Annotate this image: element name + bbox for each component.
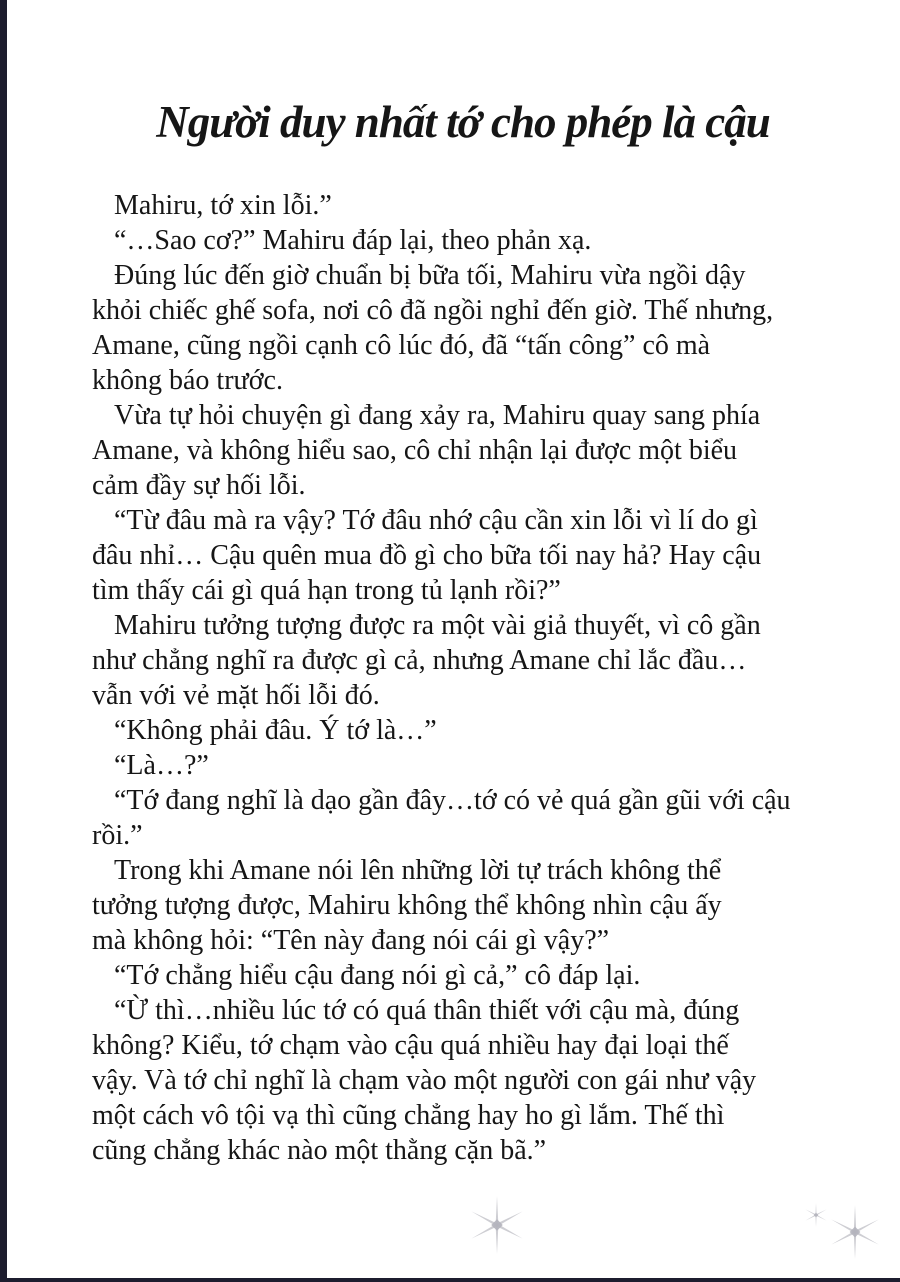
body-line: Trong khi Amane nói lên những lời tự trách không thể [114, 855, 722, 886]
page-bottom-border [0, 1278, 900, 1282]
body-line: “…Sao cơ?” Mahiru đáp lại, theo phản xạ. [114, 225, 592, 256]
body-line: “Ừ thì…nhiều lúc tớ có quá thân thiết với cậu mà, đúng [114, 995, 740, 1026]
body-line: Mahiru tưởng tượng được ra một vài giả thuyết, vì cô gần [114, 610, 761, 641]
body-line: không? Kiểu, tớ chạm vào cậu quá nhiều hay đại loại thế [92, 1030, 729, 1061]
body-line: “Từ đâu mà ra vậy? Tớ đâu nhớ cậu cần xin lỗi vì lí do gì [114, 505, 758, 536]
body-line: “Là…?” [114, 750, 209, 781]
body-line: rồi.” [92, 820, 143, 851]
body-line: không báo trước. [92, 365, 283, 396]
body-line: cảm đầy sự hối lỗi. [92, 470, 306, 501]
body-line: đâu nhỉ… Cậu quên mua đồ gì cho bữa tối nay hả? Hay cậu [92, 540, 762, 571]
body-line: Amane, cũng ngồi cạnh cô lúc đó, đã “tấn công” cô mà [92, 330, 711, 361]
body-line: “Không phải đâu. Ý tớ là…” [114, 715, 437, 746]
body-line: “Tớ đang nghĩ là dạo gần đây…tớ có vẻ quá gần gũi với cậu [114, 785, 791, 816]
body-line: mà không hỏi: “Tên này đang nói cái gì vậy?” [92, 925, 610, 956]
body-line: Vừa tự hỏi chuyện gì đang xảy ra, Mahiru quay sang phía [114, 400, 761, 431]
body-line: cũng chẳng khác nào một thằng cặn bã.” [92, 1135, 547, 1166]
body-line: tưởng tượng được, Mahiru không thể không nhìn cậu ấy [92, 890, 722, 921]
body-line: Đúng lúc đến giờ chuẩn bị bữa tối, Mahiru vừa ngồi dậy [114, 260, 746, 291]
body-line: “Tớ chẳng hiểu cậu đang nói gì cả,” cô đáp lại. [114, 960, 641, 991]
body-line: như chẳng nghĩ ra được gì cả, nhưng Amane chỉ lắc đầu… [92, 645, 747, 676]
body-line: một cách vô tội vạ thì cũng chẳng hay ho gì lắm. Thế thì [92, 1100, 725, 1131]
sparkle-icon [828, 1205, 882, 1259]
sparkle-icon [468, 1196, 526, 1254]
page-left-border [0, 0, 7, 1282]
body-line: vẫn với vẻ mặt hối lỗi đó. [92, 680, 380, 711]
body-line: vậy. Và tớ chỉ nghĩ là chạm vào một người con gái như vậy [92, 1065, 757, 1096]
body-text [92, 188, 862, 1168]
body-line: tìm thấy cái gì quá hạn trong tủ lạnh rồi?” [92, 575, 561, 606]
body-line: Amane, và không hiểu sao, cô chỉ nhận lại được một biểu [92, 435, 738, 466]
chapter-title: Người duy nhất tớ cho phép là cậu [156, 97, 770, 147]
sparkle-icon [804, 1203, 828, 1227]
body-line: Mahiru, tớ xin lỗi.” [114, 190, 332, 221]
body-line: khỏi chiếc ghế sofa, nơi cô đã ngồi nghỉ đến giờ. Thế nhưng, [92, 295, 774, 326]
